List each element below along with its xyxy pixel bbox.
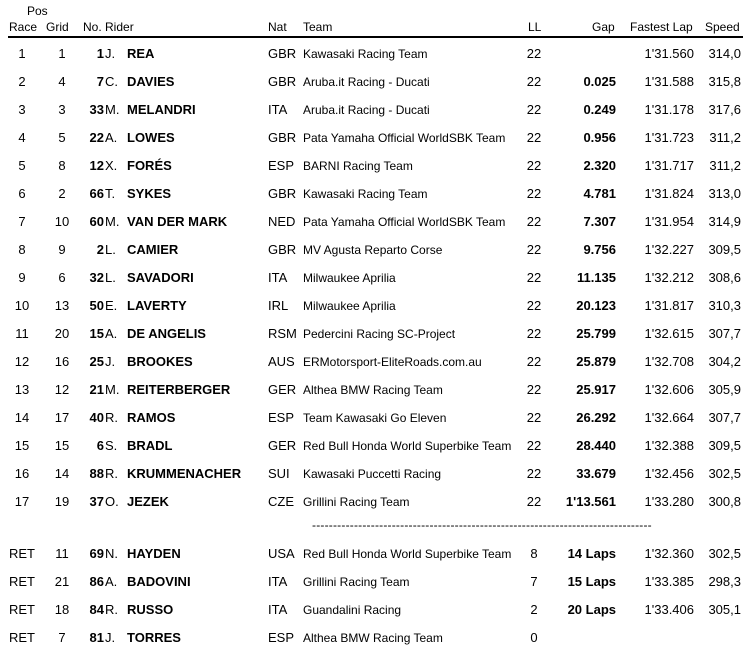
laps-led: 22: [526, 270, 542, 285]
race-position: RET: [9, 602, 35, 617]
rider-initial: J.: [105, 354, 116, 369]
rider-nationality: RSM: [268, 326, 297, 341]
top-speed: 311,2: [709, 130, 741, 145]
fastest-lap: 1'33.280: [644, 494, 694, 509]
team-name: Guandalini Racing: [303, 603, 402, 617]
table-row: [0, 543, 745, 565]
top-speed: 314,9: [708, 214, 741, 229]
race-position: 4: [18, 130, 26, 145]
gap-value: 26.292: [576, 410, 616, 425]
race-position: 11: [15, 326, 29, 341]
race-position: 7: [18, 214, 26, 229]
laps-led: 22: [526, 158, 542, 173]
rider-number: 88: [89, 466, 104, 481]
laps-led: 0: [530, 630, 538, 645]
fastest-lap: 1'31.817: [644, 298, 694, 313]
rider-nationality: ESP: [268, 158, 295, 173]
fastest-lap: 1'32.456: [644, 466, 694, 481]
header-pos: Pos: [27, 4, 48, 18]
team-name: Pata Yamaha Official WorldSBK Team: [303, 215, 506, 229]
laps-led: 22: [526, 46, 542, 61]
rider-initial: J.: [105, 630, 116, 645]
rider-nationality: GBR: [268, 74, 297, 89]
team-name: Milwaukee Aprilia: [303, 271, 396, 285]
team-name: Grillini Racing Team: [303, 495, 410, 509]
header-fastest-lap: Fastest Lap: [630, 20, 693, 34]
gap-value: 0.249: [583, 102, 616, 117]
race-position: 1: [18, 46, 26, 61]
rider-number: 84: [89, 602, 104, 617]
grid-position: 12: [54, 382, 70, 397]
race-position: 2: [18, 74, 26, 89]
header-grid: Grid: [46, 20, 69, 34]
rider-nationality: ITA: [268, 270, 288, 285]
laps-led: 22: [526, 74, 542, 89]
rider-number: 22: [89, 130, 104, 145]
rider-initial: M.: [105, 382, 120, 397]
grid-position: 13: [54, 298, 70, 313]
race-position: 13: [14, 382, 30, 397]
grid-position: 7: [58, 630, 66, 645]
rider-nationality: GER: [268, 382, 297, 397]
grid-position: 20: [54, 326, 70, 341]
gap-value: 11.135: [576, 270, 616, 285]
laps-led: 22: [526, 354, 542, 369]
top-speed: 305,1: [708, 602, 741, 617]
rider-number: 6: [96, 438, 104, 453]
rider-number: 7: [96, 74, 104, 89]
top-speed: 317,6: [708, 102, 741, 117]
laps-led: 22: [526, 382, 542, 397]
grid-position: 21: [54, 574, 70, 589]
gap-value: 4.781: [583, 186, 616, 201]
rider-name: LOWES: [127, 130, 175, 145]
team-name: Pedercini Racing SC-Project: [303, 327, 456, 341]
rider-name: FORÉS: [127, 158, 172, 173]
rider-name: MELANDRI: [127, 102, 196, 117]
rider-initial: X.: [105, 158, 118, 173]
header-ll: LL: [528, 20, 542, 34]
race-position: 9: [18, 270, 26, 285]
rider-nationality: AUS: [268, 354, 295, 369]
rider-nationality: SUI: [268, 466, 290, 481]
grid-position: 9: [58, 242, 66, 257]
rider-nationality: NED: [268, 214, 296, 229]
grid-position: 15: [54, 438, 70, 453]
gap-value: 14 Laps: [567, 546, 616, 561]
fastest-lap: 1'32.664: [644, 410, 694, 425]
table-row: [0, 99, 745, 121]
fastest-lap: 1'31.717: [644, 158, 694, 173]
top-speed: 302,5: [708, 466, 741, 481]
rider-nationality: GBR: [268, 46, 297, 61]
team-name: Aruba.it Racing - Ducati: [303, 75, 430, 89]
rider-name: LAVERTY: [127, 298, 187, 313]
gap-value: 33.679: [576, 466, 616, 481]
rider-name: DE ANGELIS: [127, 326, 206, 341]
team-name: Althea BMW Racing Team: [303, 631, 443, 645]
grid-position: 18: [54, 602, 70, 617]
laps-led: 8: [530, 546, 538, 561]
rider-initial: E.: [105, 298, 118, 313]
rider-initial: N.: [105, 546, 118, 561]
fastest-lap: 1'32.615: [644, 326, 694, 341]
fastest-lap: 1'32.708: [644, 354, 694, 369]
rider-nationality: GBR: [268, 186, 297, 201]
fastest-lap: 1'33.385: [644, 574, 694, 589]
rider-name: JEZEK: [127, 494, 169, 509]
rider-number: 81: [89, 630, 104, 645]
team-name: ERMotorsport-EliteRoads.com.au: [303, 355, 482, 369]
table-row: [0, 183, 745, 205]
rider-nationality: USA: [268, 546, 295, 561]
rider-number: 50: [89, 298, 104, 313]
laps-led: 22: [526, 214, 542, 229]
table-row: [0, 295, 745, 317]
rider-number: 25: [89, 354, 104, 369]
top-speed: 307,7: [708, 326, 741, 341]
team-name: MV Agusta Reparto Corse: [303, 243, 443, 257]
rider-initial: S.: [105, 438, 118, 453]
rider-nationality: ESP: [268, 630, 295, 645]
gap-value: 25.917: [576, 382, 616, 397]
rider-initial: A.: [105, 326, 118, 341]
gap-value: 1'13.561: [565, 494, 616, 509]
rider-name: BRADL: [127, 438, 173, 453]
fastest-lap: 1'31.560: [644, 46, 694, 61]
laps-led: 22: [526, 466, 542, 481]
table-row: [0, 435, 745, 457]
fastest-lap: 1'32.606: [644, 382, 694, 397]
team-name: Kawasaki Racing Team: [303, 47, 428, 61]
rider-initial: O.: [105, 494, 119, 509]
team-name: Kawasaki Puccetti Racing: [303, 467, 442, 481]
rider-name: KRUMMENACHER: [127, 466, 242, 481]
race-position: 16: [14, 466, 30, 481]
table-row: [0, 71, 745, 93]
top-speed: 314,0: [708, 46, 741, 61]
top-speed: 300,8: [708, 494, 741, 509]
race-position: 5: [18, 158, 26, 173]
race-position: RET: [9, 546, 35, 561]
grid-position: 14: [54, 466, 70, 481]
gap-value: 7.307: [583, 214, 616, 229]
laps-led: 22: [526, 186, 542, 201]
rider-number: 1: [96, 46, 104, 61]
table-row: [0, 571, 745, 593]
rider-nationality: CZE: [268, 494, 294, 509]
gap-value: 25.799: [576, 326, 616, 341]
rider-nationality: GER: [268, 438, 297, 453]
table-row: [0, 627, 745, 649]
rider-number: 33: [89, 102, 104, 117]
team-name: BARNI Racing Team: [303, 159, 413, 173]
rider-name: REITERBERGER: [127, 382, 231, 397]
fastest-lap: 1'32.212: [644, 270, 694, 285]
grid-position: 8: [58, 158, 66, 173]
grid-position: 4: [58, 74, 66, 89]
gap-value: 2.320: [583, 158, 616, 173]
fastest-lap: 1'31.954: [644, 214, 694, 229]
rider-initial: R.: [105, 410, 118, 425]
rider-initial: J.: [105, 46, 116, 61]
gap-value: 9.756: [583, 242, 616, 257]
rider-name: REA: [127, 46, 155, 61]
top-speed: 308,6: [708, 270, 741, 285]
table-row: [0, 491, 745, 513]
team-name: Team Kawasaki Go Eleven: [303, 411, 447, 425]
rider-number: 2: [96, 242, 104, 257]
rider-number: 32: [89, 270, 104, 285]
rider-initial: R.: [105, 602, 118, 617]
rider-number: 21: [89, 382, 104, 397]
rider-number: 37: [89, 494, 104, 509]
top-speed: 298,3: [708, 574, 741, 589]
laps-led: 2: [530, 602, 538, 617]
fastest-lap: 1'32.388: [644, 438, 694, 453]
rider-name: SYKES: [127, 186, 172, 201]
rider-name: DAVIES: [127, 74, 175, 89]
table-row: [0, 127, 745, 149]
retired-separator: ---------------------------------------------------------------------------------: [312, 518, 652, 532]
laps-led: 22: [526, 102, 542, 117]
rider-name: RUSSO: [127, 602, 174, 617]
grid-position: 3: [58, 102, 66, 117]
team-name: Althea BMW Racing Team: [303, 383, 443, 397]
grid-position: 10: [54, 214, 70, 229]
header-no-rider: No. Rider: [83, 20, 134, 34]
rider-initial: L.: [105, 242, 116, 257]
rider-number: 12: [89, 158, 104, 173]
grid-position: 19: [54, 494, 70, 509]
header-race: Race: [9, 20, 38, 34]
top-speed: 311,2: [709, 158, 741, 173]
fastest-lap: 1'31.178: [644, 102, 694, 117]
header-speed: Speed: [705, 20, 740, 34]
table-row: [0, 463, 745, 485]
top-speed: 307,7: [708, 410, 741, 425]
team-name: Red Bull Honda World Superbike Team: [303, 439, 512, 453]
table-row: [0, 323, 745, 345]
fastest-lap: 1'31.588: [644, 74, 694, 89]
rider-nationality: GBR: [268, 130, 297, 145]
race-position: 8: [18, 242, 26, 257]
race-position: 14: [14, 410, 30, 425]
top-speed: 315,8: [708, 74, 741, 89]
rider-name: BROOKES: [127, 354, 193, 369]
rider-nationality: ITA: [268, 574, 288, 589]
rider-number: 60: [89, 214, 104, 229]
team-name: Milwaukee Aprilia: [303, 299, 396, 313]
fastest-lap: 1'31.723: [644, 130, 694, 145]
top-speed: 304,2: [708, 354, 741, 369]
rider-number: 40: [89, 410, 104, 425]
table-row: [0, 239, 745, 261]
rider-nationality: ITA: [268, 602, 288, 617]
rider-nationality: IRL: [268, 298, 289, 313]
gap-value: 20.123: [576, 298, 616, 313]
grid-position: 16: [54, 354, 70, 369]
rider-initial: M.: [105, 102, 120, 117]
rider-initial: L.: [105, 270, 116, 285]
table-row: [0, 407, 745, 429]
rider-nationality: GBR: [268, 242, 297, 257]
grid-position: 11: [55, 546, 69, 561]
rider-name: CAMIER: [127, 242, 179, 257]
gap-value: 25.879: [576, 354, 616, 369]
fastest-lap: 1'33.406: [644, 602, 694, 617]
rider-name: HAYDEN: [127, 546, 181, 561]
top-speed: 302,5: [708, 546, 741, 561]
race-position: 6: [18, 186, 26, 201]
race-position: 3: [18, 102, 26, 117]
gap-value: 28.440: [576, 438, 616, 453]
race-position: RET: [9, 630, 35, 645]
grid-position: 1: [58, 46, 66, 61]
rider-number: 69: [89, 546, 104, 561]
grid-position: 2: [58, 186, 66, 201]
rider-initial: R.: [105, 466, 118, 481]
table-row: [0, 267, 745, 289]
team-name: Pata Yamaha Official WorldSBK Team: [303, 131, 506, 145]
table-row: [0, 211, 745, 233]
rider-number: 86: [89, 574, 104, 589]
team-name: Aruba.it Racing - Ducati: [303, 103, 430, 117]
rider-name: SAVADORI: [127, 270, 194, 285]
rider-nationality: ITA: [268, 102, 288, 117]
rider-initial: A.: [105, 574, 118, 589]
laps-led: 22: [526, 494, 542, 509]
rider-name: VAN DER MARK: [127, 214, 228, 229]
rider-nationality: ESP: [268, 410, 295, 425]
table-row: [0, 43, 745, 65]
header-gap: Gap: [592, 20, 615, 34]
gap-value: 0.956: [583, 130, 616, 145]
rider-number: 66: [89, 186, 104, 201]
fastest-lap: 1'32.360: [644, 546, 694, 561]
rider-initial: M.: [105, 214, 120, 229]
team-name: Red Bull Honda World Superbike Team: [303, 547, 512, 561]
table-row: [0, 351, 745, 373]
table-row: [0, 379, 745, 401]
rider-number: 15: [89, 326, 104, 341]
table-row: [0, 599, 745, 621]
race-position: 17: [14, 494, 30, 509]
header-divider: [8, 36, 743, 38]
top-speed: 309,5: [708, 242, 741, 257]
laps-led: 22: [526, 130, 542, 145]
grid-position: 5: [58, 130, 66, 145]
rider-name: RAMOS: [127, 410, 176, 425]
race-position: RET: [9, 574, 35, 589]
laps-led: 22: [526, 410, 542, 425]
top-speed: 310,3: [708, 298, 741, 313]
top-speed: 313,0: [708, 186, 741, 201]
laps-led: 22: [526, 298, 542, 313]
header-team: Team: [303, 20, 333, 34]
laps-led: 22: [526, 242, 542, 257]
fastest-lap: 1'32.227: [644, 242, 694, 257]
team-name: Grillini Racing Team: [303, 575, 410, 589]
race-position: 10: [14, 298, 30, 313]
laps-led: 22: [526, 326, 542, 341]
rider-initial: T.: [105, 186, 116, 201]
rider-initial: C.: [105, 74, 118, 89]
laps-led: 22: [526, 438, 542, 453]
rider-name: BADOVINI: [127, 574, 191, 589]
grid-position: 6: [58, 270, 66, 285]
top-speed: 309,5: [708, 438, 741, 453]
team-name: Kawasaki Racing Team: [303, 187, 428, 201]
gap-value: 15 Laps: [567, 574, 616, 589]
fastest-lap: 1'31.824: [644, 186, 694, 201]
top-speed: 305,9: [708, 382, 741, 397]
grid-position: 17: [54, 410, 70, 425]
header-nat: Nat: [268, 20, 287, 34]
rider-initial: A.: [105, 130, 118, 145]
race-position: 12: [14, 354, 30, 369]
gap-value: 0.025: [583, 74, 616, 89]
gap-value: 20 Laps: [567, 602, 616, 617]
table-row: [0, 155, 745, 177]
race-position: 15: [14, 438, 30, 453]
laps-led: 7: [530, 574, 538, 589]
rider-name: TORRES: [127, 630, 181, 645]
